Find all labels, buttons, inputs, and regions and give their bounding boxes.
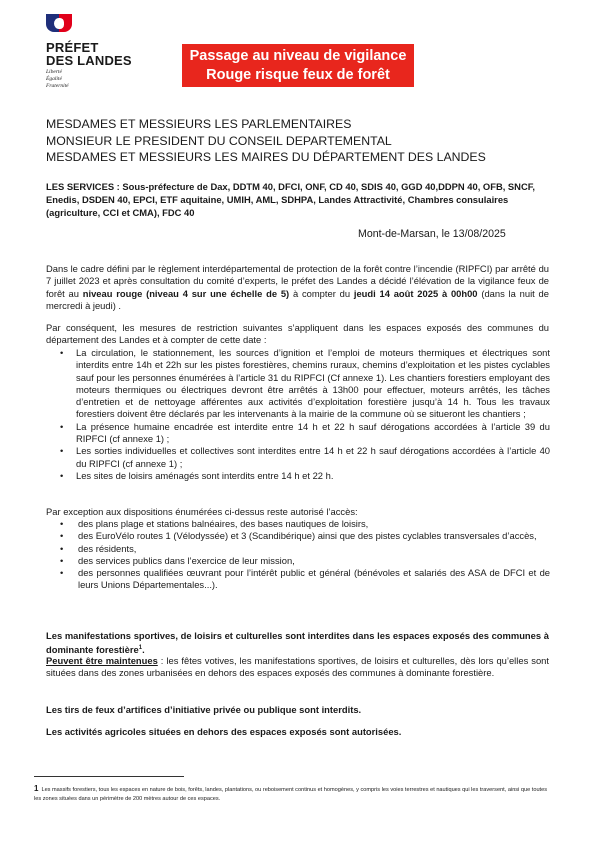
footnote-divider [34, 776, 184, 777]
agricoles-paragraph: Les activités agricoles situées en dehors des espaces exposés sont autorisées. [46, 726, 402, 737]
vigilance-banner [182, 44, 414, 87]
intro-text-3: (dans la nuit de mercredi à jeudi) . [46, 287, 549, 311]
exception-item: • des personnes qualifiées œuvrant pour l’intérêt public et général (bénévoles et salariés des ASA de DFCI et de leurs Unions Départementales...). [60, 567, 550, 592]
intro-level: niveau rouge (niveau 4 sur une échelle de 5) [82, 287, 290, 299]
footnote-text: Les massifs forestiers, tous les espaces en nature de bois, forêts, landes, plantations, ou reboisement continus et homogènes, y compris les voies terrestres et nautiques qui les traversent, ainsi que toutes les zones situées dans un périmètre de 200 mètres autour de ces espaces. [34, 787, 548, 802]
banner-line1: Passage au niveau de vigilance [189, 48, 407, 64]
intro-text-1: Dans le cadre défini par le règlement interdépartemental de protection de la forêt contre l’incendie (RIPFCI) par arrêté du 7 juillet 2023 et après consultation du comité d’experts, le préfet des Landes a décidé l’élévation de la vigilance feux de forêt au [46, 263, 549, 299]
exception-item: • des EuroVélo routes 1 (Vélodyssée) et 3 (Scandibérique) ainsi que des pistes cyclables transversales d’accès, [60, 530, 550, 542]
measures-list [60, 347, 550, 482]
exception-item: • des services publics dans l’exercice de leur mission, [60, 555, 550, 567]
exception-item: • des résidents, [60, 543, 550, 555]
addressees [46, 116, 486, 166]
footnote-ref: 1 [138, 645, 143, 652]
services-list: LES SERVICES : Sous-préfecture de Dax, DDTM 40, DFCI, ONF, CD 40, SDIS 40, GGD 40,DDPN 40, OFB, SNCF, Enedis, DSDEN 40, EPCI, ETF aquitaine, UMIH, AML, SDHPA, Landes Attractivité, Chambres consulaires (agriculture, CCI et CMA), FDC 40 [46, 181, 536, 219]
devise-fraternite: Fraternité [46, 83, 69, 89]
exception-item: • des plans plage et stations balnéaires, des bases nautiques de loisirs, [60, 518, 550, 530]
footnote [34, 784, 554, 804]
measure-item: • La présence humaine encadrée est interdite entre 14 h et 22 h sauf dérogations accordées à l’article 39 du RIPFCI (cf annexe 1) ; [60, 421, 550, 446]
devise-egalite: Égalité [46, 76, 62, 82]
dateline: Mont-de-Marsan, le 13/08/2025 [358, 228, 506, 240]
manifestations-paragraph [46, 630, 549, 657]
maintenues-text: : les fêtes votives, les manifestations sportives, de loisirs et culturelles, dès lors qu’elles sont situées dans des zones urbanisées en dehors des espaces exposés des communes à dominante forestière. [46, 655, 549, 679]
addressee-parlementaires: MESDAMES ET MESSIEURS LES PARLEMENTAIRES [46, 117, 352, 131]
manifestations-period: . [142, 644, 145, 656]
footnote-number: 1 [34, 784, 39, 793]
devise [46, 69, 146, 90]
exception-intro: Par exception aux dispositions énumérées ci-dessus reste autorisé l’accès: [46, 506, 358, 517]
consequence-paragraph: Par conséquent, les mesures de restriction suivantes s’appliquent dans les espaces exposés des communes du département des Landes et à compter de cette date : [46, 322, 549, 346]
addressee-president: MONSIEUR LE PRESIDENT DU CONSEIL DEPARTEMENTAL [46, 133, 392, 148]
intro-date: jeudi 14 août 2025 à 00h00 [353, 287, 478, 299]
prefet-title [46, 41, 146, 67]
addressee-maires: MESDAMES ET MESSIEURS LES MAIRES DU DÉPARTEMENT DES LANDES [46, 150, 486, 164]
measure-item: • Les sites de loisirs aménagés sont interdits entre 14 h et 22 h. [60, 470, 550, 482]
manifestations-text: Les manifestations sportives, de loisirs et culturelles sont interdites dans les espaces exposés des communes à dominante forestière [46, 630, 549, 656]
measure-item: • La circulation, le stationnement, les sources d’ignition et l’emploi de moteurs thermiques et électriques sont interdits entre 14h et 22h sur les pistes forestières, chemins ruraux, chemins d’exploitation et les pistes cyclables sauf pour les personnes énumérées à l’article 31 du RIPFCI (Cf annexe 1). Les chantiers forestiers employant des moteurs thermiques ou électriques devront être arrêtés à 13h00 pour effectuer, moteurs arrêtés, les tâches d’entretien et de nettoyage afférentes aux activités d’exploitation forestière jusqu’à 14 h. Tous les travaux forestiers doivent être déclarés par les intervenants à la mairie de la commune où se situeront les chantiers ; [60, 347, 550, 421]
exceptions-list [60, 518, 550, 592]
prefet-logo [46, 12, 146, 90]
marianne-icon [46, 12, 72, 34]
devise-liberte: Liberté [46, 69, 62, 75]
maintenues-lead: Peuvent être maintenues [46, 655, 158, 666]
measure-item: • Les sorties individuelles et collectives sont interdites entre 14 h et 22 h sauf dérogations accordées à l’article 40 du RIPFCI (cf annexe 1) ; [60, 445, 550, 470]
artifices-paragraph: Les tirs de feux d’artifices d’initiative privée ou publique sont interdits. [46, 704, 362, 715]
prefet-line2: DES LANDES [46, 53, 132, 68]
banner-line2: Rouge risque feux de forêt [206, 67, 390, 83]
prefet-line1: PRÉFET [46, 40, 99, 55]
intro-paragraph [46, 263, 549, 312]
maintenues-paragraph [46, 655, 549, 680]
intro-text-2: à compter du [289, 287, 354, 299]
